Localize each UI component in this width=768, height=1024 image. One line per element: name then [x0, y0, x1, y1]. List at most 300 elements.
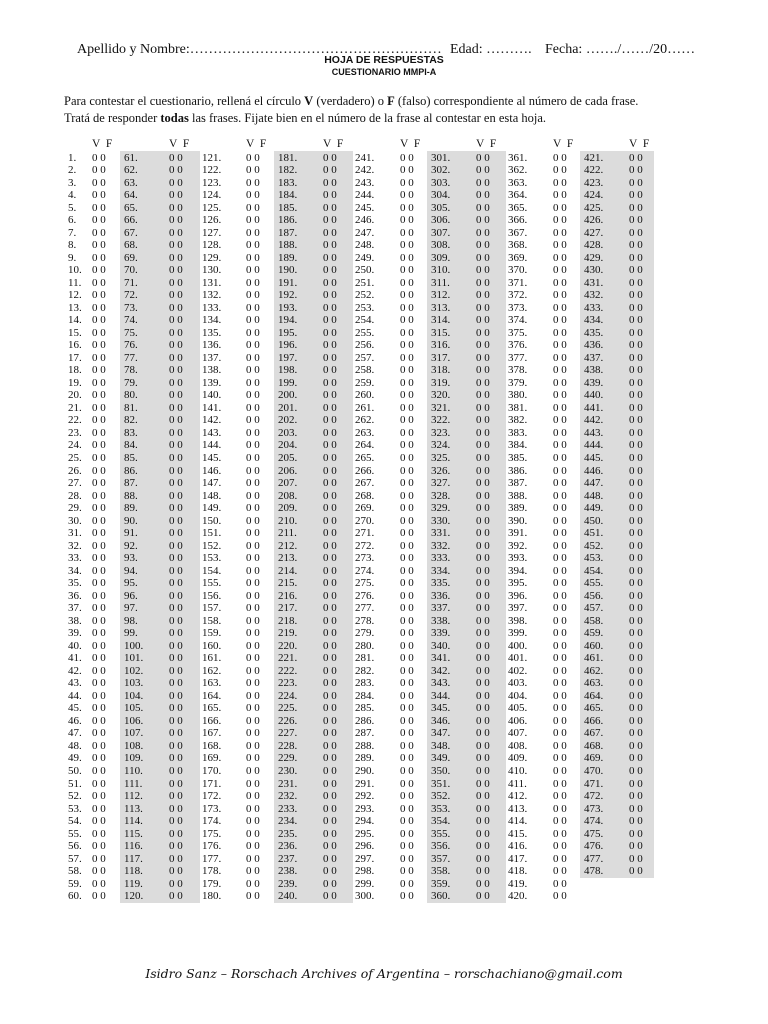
answer-circles[interactable]: 0 0	[169, 852, 183, 865]
answer-circles[interactable]: 0 0	[169, 589, 183, 602]
answer-circles[interactable]: 0 0	[629, 552, 643, 565]
answer-circles[interactable]: 0 0	[553, 176, 567, 189]
answer-circles[interactable]: 0 0	[476, 677, 490, 690]
answer-circles[interactable]: 0 0	[476, 314, 490, 327]
answer-circles[interactable]: 0 0	[629, 514, 643, 527]
answer-circles[interactable]: 0 0	[553, 151, 567, 164]
answer-circles[interactable]: 0 0	[629, 376, 643, 389]
answer-circles[interactable]: 0 0	[400, 151, 414, 164]
answer-circles[interactable]: 0 0	[92, 214, 106, 227]
answer-circles[interactable]: 0 0	[629, 852, 643, 865]
answer-circles[interactable]: 0 0	[92, 439, 106, 452]
answer-circles[interactable]: 0 0	[92, 577, 106, 590]
answer-circles[interactable]: 0 0	[553, 677, 567, 690]
answer-circles[interactable]: 0 0	[92, 489, 106, 502]
answer-circles[interactable]: 0 0	[246, 451, 260, 464]
answer-circles[interactable]: 0 0	[246, 527, 260, 540]
answer-circles[interactable]: 0 0	[400, 176, 414, 189]
answer-circles[interactable]: 0 0	[476, 214, 490, 227]
answer-circles[interactable]: 0 0	[246, 276, 260, 289]
answer-circles[interactable]: 0 0	[323, 339, 337, 352]
answer-circles[interactable]: 0 0	[476, 339, 490, 352]
answer-circles[interactable]: 0 0	[323, 877, 337, 890]
answer-circles[interactable]: 0 0	[476, 639, 490, 652]
answer-circles[interactable]: 0 0	[400, 664, 414, 677]
answer-circles[interactable]: 0 0	[169, 439, 183, 452]
answer-circles[interactable]: 0 0	[169, 652, 183, 665]
answer-circles[interactable]: 0 0	[169, 539, 183, 552]
answer-circles[interactable]: 0 0	[400, 489, 414, 502]
answer-circles[interactable]: 0 0	[400, 564, 414, 577]
answer-circles[interactable]: 0 0	[476, 764, 490, 777]
answer-circles[interactable]: 0 0	[246, 865, 260, 878]
answer-circles[interactable]: 0 0	[629, 264, 643, 277]
answer-circles[interactable]: 0 0	[629, 790, 643, 803]
answer-circles[interactable]: 0 0	[476, 777, 490, 790]
answer-circles[interactable]: 0 0	[553, 614, 567, 627]
answer-circles[interactable]: 0 0	[92, 552, 106, 565]
answer-circles[interactable]: 0 0	[246, 376, 260, 389]
answer-circles[interactable]: 0 0	[169, 489, 183, 502]
answer-circles[interactable]: 0 0	[629, 827, 643, 840]
answer-circles[interactable]: 0 0	[476, 589, 490, 602]
answer-circles[interactable]: 0 0	[629, 489, 643, 502]
answer-circles[interactable]: 0 0	[323, 764, 337, 777]
answer-circles[interactable]: 0 0	[323, 577, 337, 590]
answer-circles[interactable]: 0 0	[92, 539, 106, 552]
answer-circles[interactable]: 0 0	[400, 339, 414, 352]
answer-circles[interactable]: 0 0	[169, 176, 183, 189]
answer-circles[interactable]: 0 0	[400, 714, 414, 727]
answer-circles[interactable]: 0 0	[629, 727, 643, 740]
answer-circles[interactable]: 0 0	[400, 827, 414, 840]
answer-circles[interactable]: 0 0	[169, 414, 183, 427]
answer-circles[interactable]: 0 0	[553, 802, 567, 815]
answer-circles[interactable]: 0 0	[553, 502, 567, 515]
answer-circles[interactable]: 0 0	[553, 790, 567, 803]
answer-circles[interactable]: 0 0	[246, 239, 260, 252]
answer-circles[interactable]: 0 0	[629, 689, 643, 702]
answer-circles[interactable]: 0 0	[629, 464, 643, 477]
answer-circles[interactable]: 0 0	[400, 164, 414, 177]
answer-circles[interactable]: 0 0	[92, 639, 106, 652]
answer-circles[interactable]: 0 0	[92, 677, 106, 690]
answer-circles[interactable]: 0 0	[92, 264, 106, 277]
answer-circles[interactable]: 0 0	[553, 702, 567, 715]
answer-circles[interactable]: 0 0	[169, 301, 183, 314]
answer-circles[interactable]: 0 0	[553, 727, 567, 740]
answer-circles[interactable]: 0 0	[92, 364, 106, 377]
answer-circles[interactable]: 0 0	[323, 664, 337, 677]
answer-circles[interactable]: 0 0	[169, 739, 183, 752]
answer-circles[interactable]: 0 0	[629, 577, 643, 590]
answer-circles[interactable]: 0 0	[323, 564, 337, 577]
answer-circles[interactable]: 0 0	[169, 777, 183, 790]
answer-circles[interactable]: 0 0	[92, 451, 106, 464]
answer-circles[interactable]: 0 0	[476, 251, 490, 264]
answer-circles[interactable]: 0 0	[246, 251, 260, 264]
answer-circles[interactable]: 0 0	[246, 840, 260, 853]
answer-circles[interactable]: 0 0	[400, 577, 414, 590]
answer-circles[interactable]: 0 0	[553, 164, 567, 177]
answer-circles[interactable]: 0 0	[246, 189, 260, 202]
answer-circles[interactable]: 0 0	[400, 764, 414, 777]
answer-circles[interactable]: 0 0	[553, 739, 567, 752]
answer-circles[interactable]: 0 0	[476, 877, 490, 890]
answer-circles[interactable]: 0 0	[246, 602, 260, 615]
answer-circles[interactable]: 0 0	[323, 301, 337, 314]
answer-circles[interactable]: 0 0	[92, 276, 106, 289]
answer-circles[interactable]: 0 0	[246, 777, 260, 790]
answer-circles[interactable]: 0 0	[92, 840, 106, 853]
answer-circles[interactable]: 0 0	[476, 752, 490, 765]
answer-circles[interactable]: 0 0	[553, 777, 567, 790]
answer-circles[interactable]: 0 0	[553, 289, 567, 302]
answer-circles[interactable]: 0 0	[92, 376, 106, 389]
answer-circles[interactable]: 0 0	[169, 464, 183, 477]
answer-circles[interactable]: 0 0	[553, 389, 567, 402]
answer-circles[interactable]: 0 0	[92, 389, 106, 402]
answer-circles[interactable]: 0 0	[92, 464, 106, 477]
answer-circles[interactable]: 0 0	[629, 627, 643, 640]
answer-circles[interactable]: 0 0	[553, 539, 567, 552]
answer-circles[interactable]: 0 0	[246, 790, 260, 803]
answer-circles[interactable]: 0 0	[400, 389, 414, 402]
answer-circles[interactable]: 0 0	[92, 414, 106, 427]
answer-circles[interactable]: 0 0	[323, 627, 337, 640]
answer-circles[interactable]: 0 0	[553, 264, 567, 277]
answer-circles[interactable]: 0 0	[553, 276, 567, 289]
answer-circles[interactable]: 0 0	[476, 865, 490, 878]
answer-circles[interactable]: 0 0	[323, 326, 337, 339]
answer-circles[interactable]: 0 0	[92, 815, 106, 828]
answer-circles[interactable]: 0 0	[246, 627, 260, 640]
answer-circles[interactable]: 0 0	[92, 151, 106, 164]
answer-circles[interactable]: 0 0	[400, 589, 414, 602]
answer-circles[interactable]: 0 0	[553, 764, 567, 777]
answer-circles[interactable]: 0 0	[400, 852, 414, 865]
answer-circles[interactable]: 0 0	[629, 639, 643, 652]
answer-circles[interactable]: 0 0	[323, 677, 337, 690]
answer-circles[interactable]: 0 0	[92, 339, 106, 352]
answer-circles[interactable]: 0 0	[400, 289, 414, 302]
answer-circles[interactable]: 0 0	[400, 877, 414, 890]
answer-circles[interactable]: 0 0	[400, 840, 414, 853]
answer-circles[interactable]: 0 0	[92, 739, 106, 752]
answer-circles[interactable]: 0 0	[553, 464, 567, 477]
answer-circles[interactable]: 0 0	[476, 464, 490, 477]
answer-circles[interactable]: 0 0	[476, 840, 490, 853]
answer-circles[interactable]: 0 0	[92, 189, 106, 202]
answer-circles[interactable]: 0 0	[629, 189, 643, 202]
answer-circles[interactable]: 0 0	[400, 251, 414, 264]
answer-circles[interactable]: 0 0	[400, 815, 414, 828]
answer-circles[interactable]: 0 0	[246, 827, 260, 840]
answer-circles[interactable]: 0 0	[400, 264, 414, 277]
answer-circles[interactable]: 0 0	[323, 364, 337, 377]
name-field[interactable]: Apellido y Nombre:………………………………………………	[77, 42, 442, 57]
answer-circles[interactable]: 0 0	[476, 577, 490, 590]
answer-circles[interactable]: 0 0	[400, 552, 414, 565]
answer-circles[interactable]: 0 0	[629, 865, 643, 878]
answer-circles[interactable]: 0 0	[323, 790, 337, 803]
answer-circles[interactable]: 0 0	[92, 164, 106, 177]
answer-circles[interactable]: 0 0	[476, 401, 490, 414]
answer-circles[interactable]: 0 0	[92, 201, 106, 214]
answer-circles[interactable]: 0 0	[169, 189, 183, 202]
answer-circles[interactable]: 0 0	[476, 652, 490, 665]
answer-circles[interactable]: 0 0	[323, 614, 337, 627]
answer-circles[interactable]: 0 0	[246, 151, 260, 164]
answer-circles[interactable]: 0 0	[169, 877, 183, 890]
answer-circles[interactable]: 0 0	[169, 602, 183, 615]
answer-circles[interactable]: 0 0	[323, 552, 337, 565]
answer-circles[interactable]: 0 0	[169, 865, 183, 878]
answer-circles[interactable]: 0 0	[553, 214, 567, 227]
answer-circles[interactable]: 0 0	[400, 314, 414, 327]
answer-circles[interactable]: 0 0	[553, 527, 567, 540]
answer-circles[interactable]: 0 0	[323, 840, 337, 853]
answer-circles[interactable]: 0 0	[323, 502, 337, 515]
answer-circles[interactable]: 0 0	[169, 451, 183, 464]
answer-circles[interactable]: 0 0	[323, 890, 337, 903]
answer-circles[interactable]: 0 0	[169, 815, 183, 828]
answer-circles[interactable]: 0 0	[553, 827, 567, 840]
answer-circles[interactable]: 0 0	[169, 639, 183, 652]
answer-circles[interactable]: 0 0	[323, 389, 337, 402]
answer-circles[interactable]: 0 0	[323, 239, 337, 252]
answer-circles[interactable]: 0 0	[629, 477, 643, 490]
answer-circles[interactable]: 0 0	[92, 702, 106, 715]
answer-circles[interactable]: 0 0	[476, 326, 490, 339]
answer-circles[interactable]: 0 0	[553, 865, 567, 878]
answer-circles[interactable]: 0 0	[246, 426, 260, 439]
answer-circles[interactable]: 0 0	[246, 577, 260, 590]
answer-circles[interactable]: 0 0	[400, 739, 414, 752]
answer-circles[interactable]: 0 0	[169, 627, 183, 640]
answer-circles[interactable]: 0 0	[169, 364, 183, 377]
answer-circles[interactable]: 0 0	[169, 702, 183, 715]
answer-circles[interactable]: 0 0	[629, 752, 643, 765]
answer-circles[interactable]: 0 0	[629, 664, 643, 677]
answer-circles[interactable]: 0 0	[246, 877, 260, 890]
answer-circles[interactable]: 0 0	[476, 451, 490, 464]
answer-circles[interactable]: 0 0	[476, 189, 490, 202]
answer-circles[interactable]: 0 0	[323, 815, 337, 828]
answer-circles[interactable]: 0 0	[476, 426, 490, 439]
answer-circles[interactable]: 0 0	[553, 339, 567, 352]
answer-circles[interactable]: 0 0	[246, 264, 260, 277]
answer-circles[interactable]: 0 0	[400, 702, 414, 715]
answer-circles[interactable]: 0 0	[553, 326, 567, 339]
answer-circles[interactable]: 0 0	[92, 890, 106, 903]
answer-circles[interactable]: 0 0	[476, 289, 490, 302]
answer-circles[interactable]: 0 0	[323, 439, 337, 452]
answer-circles[interactable]: 0 0	[169, 326, 183, 339]
answer-circles[interactable]: 0 0	[169, 314, 183, 327]
answer-circles[interactable]: 0 0	[323, 464, 337, 477]
answer-circles[interactable]: 0 0	[629, 589, 643, 602]
answer-circles[interactable]: 0 0	[400, 301, 414, 314]
answer-circles[interactable]: 0 0	[169, 664, 183, 677]
answer-circles[interactable]: 0 0	[400, 401, 414, 414]
answer-circles[interactable]: 0 0	[92, 326, 106, 339]
answer-circles[interactable]: 0 0	[246, 314, 260, 327]
answer-circles[interactable]: 0 0	[400, 614, 414, 627]
answer-circles[interactable]: 0 0	[553, 451, 567, 464]
answer-circles[interactable]: 0 0	[169, 477, 183, 490]
answer-circles[interactable]: 0 0	[629, 677, 643, 690]
answer-circles[interactable]: 0 0	[553, 639, 567, 652]
answer-circles[interactable]: 0 0	[629, 364, 643, 377]
answer-circles[interactable]: 0 0	[169, 689, 183, 702]
answer-circles[interactable]: 0 0	[246, 727, 260, 740]
answer-circles[interactable]: 0 0	[169, 239, 183, 252]
answer-circles[interactable]: 0 0	[629, 401, 643, 414]
answer-circles[interactable]: 0 0	[92, 777, 106, 790]
answer-circles[interactable]: 0 0	[476, 890, 490, 903]
answer-circles[interactable]: 0 0	[476, 264, 490, 277]
answer-circles[interactable]: 0 0	[400, 464, 414, 477]
answer-circles[interactable]: 0 0	[323, 639, 337, 652]
answer-circles[interactable]: 0 0	[553, 401, 567, 414]
answer-circles[interactable]: 0 0	[169, 514, 183, 527]
answer-circles[interactable]: 0 0	[476, 539, 490, 552]
answer-circles[interactable]: 0 0	[246, 815, 260, 828]
answer-circles[interactable]: 0 0	[400, 414, 414, 427]
answer-circles[interactable]: 0 0	[629, 539, 643, 552]
answer-circles[interactable]: 0 0	[323, 414, 337, 427]
answer-circles[interactable]: 0 0	[246, 502, 260, 515]
answer-circles[interactable]: 0 0	[476, 627, 490, 640]
answer-circles[interactable]: 0 0	[323, 264, 337, 277]
answer-circles[interactable]: 0 0	[400, 477, 414, 490]
answer-circles[interactable]: 0 0	[92, 176, 106, 189]
answer-circles[interactable]: 0 0	[92, 564, 106, 577]
answer-circles[interactable]: 0 0	[400, 426, 414, 439]
answer-circles[interactable]: 0 0	[323, 426, 337, 439]
answer-circles[interactable]: 0 0	[246, 739, 260, 752]
answer-circles[interactable]: 0 0	[323, 289, 337, 302]
answer-circles[interactable]: 0 0	[92, 877, 106, 890]
answer-circles[interactable]: 0 0	[92, 865, 106, 878]
date-field[interactable]: Fecha: ……./……/20……	[545, 42, 696, 57]
answer-circles[interactable]: 0 0	[553, 477, 567, 490]
answer-circles[interactable]: 0 0	[92, 301, 106, 314]
answer-circles[interactable]: 0 0	[400, 627, 414, 640]
answer-circles[interactable]: 0 0	[169, 201, 183, 214]
age-field[interactable]: Edad: ……….	[450, 42, 532, 57]
answer-circles[interactable]: 0 0	[553, 840, 567, 853]
answer-circles[interactable]: 0 0	[553, 552, 567, 565]
answer-circles[interactable]: 0 0	[323, 827, 337, 840]
answer-circles[interactable]: 0 0	[169, 264, 183, 277]
answer-circles[interactable]: 0 0	[476, 664, 490, 677]
answer-circles[interactable]: 0 0	[246, 764, 260, 777]
answer-circles[interactable]: 0 0	[553, 239, 567, 252]
answer-circles[interactable]: 0 0	[323, 602, 337, 615]
answer-circles[interactable]: 0 0	[476, 201, 490, 214]
answer-circles[interactable]: 0 0	[476, 827, 490, 840]
answer-circles[interactable]: 0 0	[629, 564, 643, 577]
answer-circles[interactable]: 0 0	[246, 226, 260, 239]
answer-circles[interactable]: 0 0	[629, 326, 643, 339]
answer-circles[interactable]: 0 0	[476, 276, 490, 289]
answer-circles[interactable]: 0 0	[246, 689, 260, 702]
answer-circles[interactable]: 0 0	[553, 189, 567, 202]
answer-circles[interactable]: 0 0	[553, 877, 567, 890]
answer-circles[interactable]: 0 0	[92, 289, 106, 302]
answer-circles[interactable]: 0 0	[476, 502, 490, 515]
answer-circles[interactable]: 0 0	[400, 502, 414, 515]
answer-circles[interactable]: 0 0	[246, 589, 260, 602]
answer-circles[interactable]: 0 0	[400, 727, 414, 740]
answer-circles[interactable]: 0 0	[92, 714, 106, 727]
answer-circles[interactable]: 0 0	[169, 552, 183, 565]
answer-circles[interactable]: 0 0	[92, 502, 106, 515]
answer-circles[interactable]: 0 0	[400, 439, 414, 452]
answer-circles[interactable]: 0 0	[92, 752, 106, 765]
answer-circles[interactable]: 0 0	[400, 326, 414, 339]
answer-circles[interactable]: 0 0	[246, 176, 260, 189]
answer-circles[interactable]: 0 0	[476, 815, 490, 828]
answer-circles[interactable]: 0 0	[553, 226, 567, 239]
answer-circles[interactable]: 0 0	[169, 151, 183, 164]
answer-circles[interactable]: 0 0	[246, 464, 260, 477]
answer-circles[interactable]: 0 0	[400, 752, 414, 765]
answer-circles[interactable]: 0 0	[169, 727, 183, 740]
answer-circles[interactable]: 0 0	[476, 176, 490, 189]
answer-circles[interactable]: 0 0	[169, 840, 183, 853]
answer-circles[interactable]: 0 0	[629, 764, 643, 777]
answer-circles[interactable]: 0 0	[246, 752, 260, 765]
answer-circles[interactable]: 0 0	[553, 439, 567, 452]
answer-circles[interactable]: 0 0	[246, 401, 260, 414]
answer-circles[interactable]: 0 0	[169, 714, 183, 727]
answer-circles[interactable]: 0 0	[92, 426, 106, 439]
answer-circles[interactable]: 0 0	[400, 226, 414, 239]
answer-circles[interactable]: 0 0	[476, 727, 490, 740]
answer-circles[interactable]: 0 0	[629, 439, 643, 452]
answer-circles[interactable]: 0 0	[476, 852, 490, 865]
answer-circles[interactable]: 0 0	[629, 389, 643, 402]
answer-circles[interactable]: 0 0	[323, 527, 337, 540]
answer-circles[interactable]: 0 0	[476, 514, 490, 527]
answer-circles[interactable]: 0 0	[629, 426, 643, 439]
answer-circles[interactable]: 0 0	[92, 401, 106, 414]
answer-circles[interactable]: 0 0	[476, 489, 490, 502]
answer-circles[interactable]: 0 0	[92, 652, 106, 665]
answer-circles[interactable]: 0 0	[553, 890, 567, 903]
answer-circles[interactable]: 0 0	[476, 351, 490, 364]
answer-circles[interactable]: 0 0	[476, 151, 490, 164]
answer-circles[interactable]: 0 0	[323, 477, 337, 490]
answer-circles[interactable]: 0 0	[169, 790, 183, 803]
answer-circles[interactable]: 0 0	[476, 739, 490, 752]
answer-circles[interactable]: 0 0	[629, 176, 643, 189]
answer-circles[interactable]: 0 0	[92, 852, 106, 865]
answer-circles[interactable]: 0 0	[246, 564, 260, 577]
answer-circles[interactable]: 0 0	[92, 314, 106, 327]
answer-circles[interactable]: 0 0	[169, 164, 183, 177]
answer-circles[interactable]: 0 0	[553, 815, 567, 828]
answer-circles[interactable]: 0 0	[400, 214, 414, 227]
answer-circles[interactable]: 0 0	[553, 564, 567, 577]
answer-circles[interactable]: 0 0	[553, 589, 567, 602]
answer-circles[interactable]: 0 0	[92, 226, 106, 239]
answer-circles[interactable]: 0 0	[169, 577, 183, 590]
answer-circles[interactable]: 0 0	[246, 890, 260, 903]
